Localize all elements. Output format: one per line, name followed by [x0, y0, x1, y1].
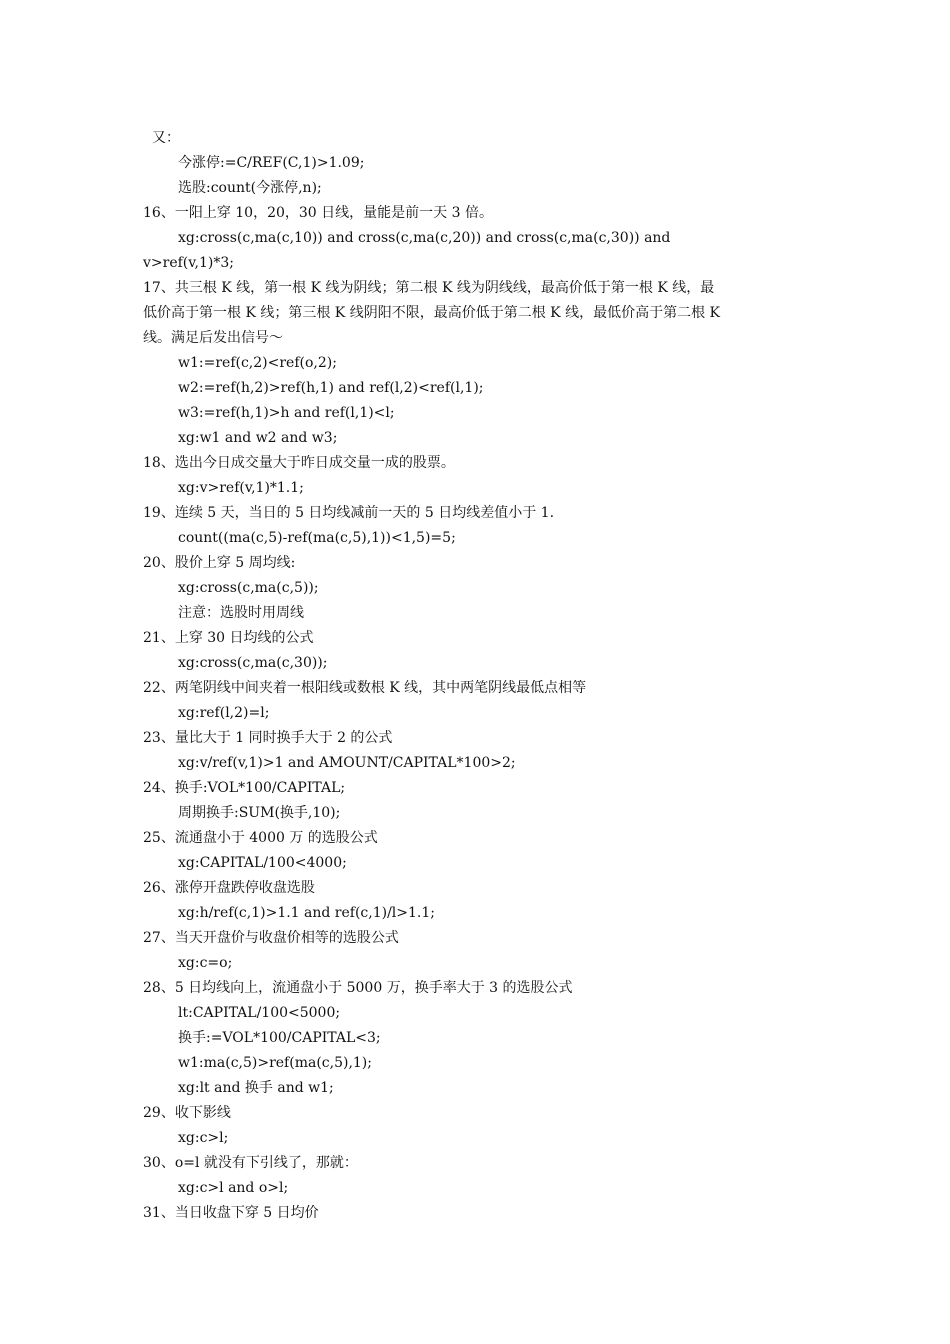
- formula-line: w1:ma(c,5)>ref(ma(c,5),1);: [178, 1055, 372, 1071]
- formula-line: w1:=ref(c,2)<ref(o,2);: [178, 355, 337, 371]
- item-heading: 27、当天开盘价与收盘价相等的选股公式: [143, 930, 399, 946]
- formula-continuation: v>ref(v,1)*3;: [143, 255, 234, 271]
- item-heading: 18、选出今日成交量大于昨日成交量一成的股票。: [143, 455, 455, 471]
- formula-line: xg:cross(c,ma(c,5));: [178, 580, 319, 596]
- item-heading: 16、一阳上穿 10，20，30 日线，量能是前一天 3 倍。: [143, 205, 493, 221]
- item-heading: 30、o=l 就没有下引线了，那就：: [143, 1155, 358, 1171]
- item-heading: 22、两笔阴线中间夹着一根阳线或数根 K 线，其中两笔阴线最低点相等: [143, 680, 587, 696]
- item-heading: 31、当日收盘下穿 5 日均价: [143, 1205, 319, 1221]
- formula-line: xg:w1 and w2 and w3;: [178, 430, 338, 446]
- formula-line: 今涨停:=C/REF(C,1)>1.09;: [178, 155, 365, 171]
- formula-line: xg:c>l and o>l;: [178, 1180, 289, 1196]
- item-heading: 26、涨停开盘跌停收盘选股: [143, 880, 315, 896]
- text-continuation: 低价高于第一根 K 线；第三根 K 线阴阳不限，最高价低于第二根 K 线，最低价高于第二根 K: [143, 305, 720, 321]
- formula-line: w2:=ref(h,2)>ref(h,1) and ref(l,2)<ref(l,1);: [178, 380, 484, 396]
- item-heading: 25、流通盘小于 4000 万 的选股公式: [143, 830, 378, 846]
- formula-line: xg:cross(c,ma(c,10)) and cross(c,ma(c,20)) and cross(c,ma(c,30)) and: [178, 230, 671, 246]
- formula-line: count((ma(c,5)-ref(ma(c,5),1))<1,5)=5;: [178, 530, 456, 546]
- formula-line: xg:cross(c,ma(c,30));: [178, 655, 328, 671]
- item-heading: 20、股价上穿 5 周均线:: [143, 555, 296, 571]
- item-heading: 17、共三根 K 线，第一根 K 线为阴线；第二根 K 线为阴线线，最高价低于第一根 K 线，最: [143, 280, 715, 296]
- item-heading: 19、连续 5 天，当日的 5 日均线减前一天的 5 日均线差值小于 1.: [143, 505, 555, 521]
- formula-line: lt:CAPITAL/100<5000;: [178, 1005, 341, 1021]
- formula-line: 周期换手:SUM(换手,10);: [178, 805, 341, 821]
- text-continuation: 线。满足后发出信号～: [143, 330, 283, 346]
- formula-line: xg:lt and 换手 and w1;: [178, 1080, 334, 1096]
- formula-line: xg:ref(l,2)=l;: [178, 705, 270, 721]
- item-heading: 29、收下影线: [143, 1105, 231, 1121]
- text-line: 又：: [152, 130, 180, 146]
- formula-line: w3:=ref(h,1)>h and ref(l,1)<l;: [178, 405, 395, 421]
- note-line: 注意：选股时用周线: [178, 605, 304, 621]
- formula-line: xg:v>ref(v,1)*1.1;: [178, 480, 304, 496]
- formula-line: 换手:=VOL*100/CAPITAL<3;: [178, 1030, 381, 1046]
- item-heading: 28、5 日均线向上，流通盘小于 5000 万，换手率大于 3 的选股公式: [143, 980, 573, 996]
- formula-line: xg:CAPITAL/100<4000;: [178, 855, 347, 871]
- formula-line: xg:c=o;: [178, 955, 233, 971]
- item-heading: 23、量比大于 1 同时换手大于 2 的公式: [143, 730, 393, 746]
- formula-line: xg:v/ref(v,1)>1 and AMOUNT/CAPITAL*100>2;: [178, 755, 516, 771]
- item-heading: 24、换手:VOL*100/CAPITAL;: [143, 780, 346, 796]
- formula-line: 选股:count(今涨停,n);: [178, 180, 322, 196]
- formula-line: xg:h/ref(c,1)>1.1 and ref(c,1)/l>1.1;: [178, 905, 435, 921]
- item-heading: 21、上穿 30 日均线的公式: [143, 630, 314, 646]
- formula-line: xg:c>l;: [178, 1130, 229, 1146]
